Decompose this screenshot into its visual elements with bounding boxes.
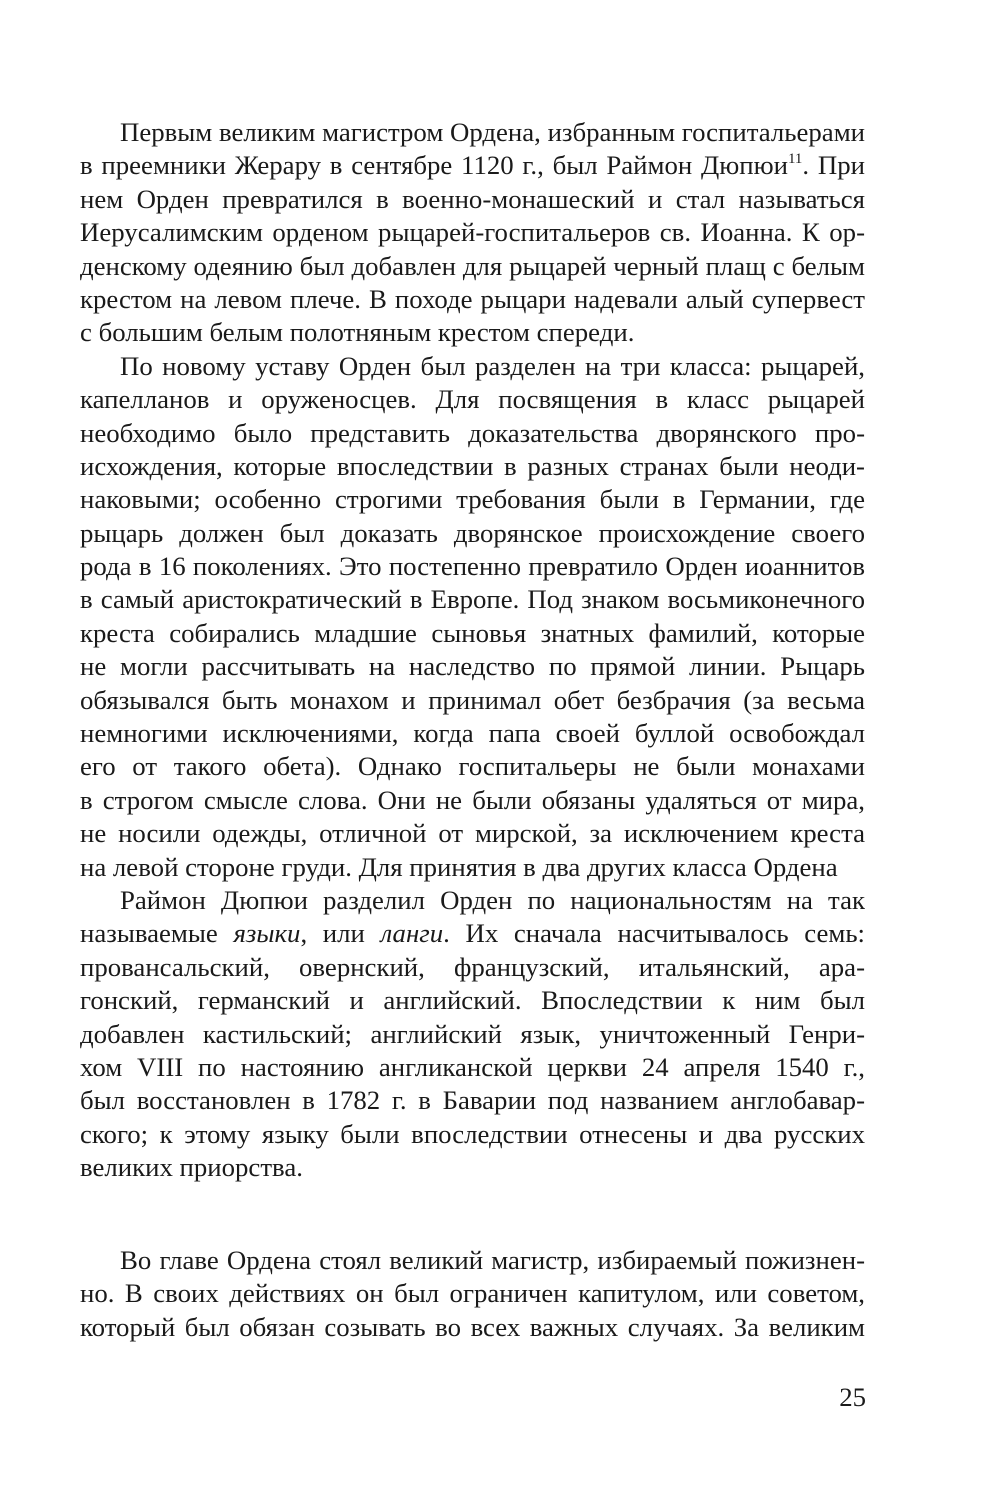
footnote-reference: 11 — [787, 151, 803, 168]
paragraph-2 — [80, 350, 865, 884]
text-line: хом VIII по настоянию англиканской церкви 24 апреля 1540 г., — [80, 1051, 865, 1082]
text-line: великих приорства. — [80, 1152, 303, 1183]
text-line: добавлен кастильский; английский язык, уничтоженный Генри- — [80, 1018, 865, 1049]
text-line: креста собирались младшие сыновья знатных фамилий, которые — [80, 617, 865, 648]
text-line: называемые языки, или ланги. Их сначала насчитывалось семь: — [80, 918, 865, 949]
text-line: провансальский, овернский, французский, итальянский, ара- — [80, 951, 865, 982]
text-line: в самый аристократический в Европе. Под знаком восьмиконечного — [80, 584, 865, 615]
text-line: По новому уставу Орден был разделен на три класса: рыцарей, — [120, 350, 865, 381]
text-line: не носили одежды, отличной от мирской, за исключением креста — [80, 818, 865, 849]
text-line: с большим белым полотняным крестом спереди. — [80, 317, 635, 348]
text-line: не могли рассчитывать на наследство по прямой линии. Рыцарь — [80, 651, 865, 682]
text-line: был восстановлен в 1782 г. в Баварии под названием англобавар- — [80, 1085, 865, 1116]
text-line: Первым великим магистром Ордена, избранным госпитальерами — [120, 117, 865, 147]
text-line: на левой стороне груди. Для принятия в два других класса Ордена — [80, 851, 838, 882]
text-line: обязывался быть монахом и принимал обет безбрачия (за весьма — [80, 684, 865, 715]
text-line: немногими исключениями, когда папа своей буллой освобождал — [80, 718, 865, 749]
text-line: который был обязан созывать во всех важных случаях. За великим — [80, 1311, 865, 1342]
text-line: рода в 16 поколениях. Это постепенно превратило Орден иоаннитов — [80, 551, 865, 582]
text-line: крестом на левом плече. В походе рыцари надевали алый супервест — [80, 283, 865, 314]
main-text — [80, 116, 865, 1185]
text-line: Иерусалимским орденом рыцарей-госпитальеров св. Иоанна. К ор- — [80, 217, 865, 248]
text-line: но. В своих действиях он был ограничен капитулом, или советом, — [80, 1278, 865, 1309]
text-line: ского; к этому языку были впоследствии отнесены и два русских — [80, 1118, 865, 1149]
text-line: его от такого обета). Однако госпитальеры не были монахами — [80, 751, 865, 782]
text-line: гонский, германский и английский. Впоследствии к ним был — [80, 985, 865, 1016]
text-line: Раймон Дюпюи разделил Орден по национальностям на так — [120, 884, 865, 915]
text-line: капелланов и оруженосцев. Для посвящения в класс рыцарей — [80, 384, 865, 415]
text-line: в строгом смысле слова. Они не были обязаны удаляться от мира, — [80, 784, 865, 815]
italic-term: ланги — [380, 918, 444, 949]
paragraph-1 — [80, 116, 865, 350]
text-line: необходимо было представить доказательства дворянского про- — [80, 417, 865, 448]
text-line: наковыми; особенно строгими требования были в Германии, где — [80, 484, 865, 515]
section-text — [80, 1244, 865, 1344]
page-number: 25 — [839, 1382, 866, 1412]
text-line: денскому одеянию был добавлен для рыцарей черный плащ с белым — [80, 250, 865, 281]
paragraph-3 — [80, 884, 865, 1185]
text-line: Во главе Ордена стоял великий магистр, избираемый пожизнен- — [120, 1245, 865, 1275]
paragraph-4 — [80, 1244, 865, 1344]
text-line: нем Орден превратился в военно-монашеский и стал называться — [80, 183, 865, 214]
italic-term: языки — [233, 918, 301, 949]
text-line: в преемники Жерару в сентябре 1120 г., был Раймон Дюпюи$^{11}$. При — [80, 150, 865, 181]
text-line: рыцарь должен был доказать дворянское происхождение своего — [80, 517, 865, 548]
text-line: исхождения, которые впоследствии в разных странах были неоди- — [80, 450, 865, 481]
